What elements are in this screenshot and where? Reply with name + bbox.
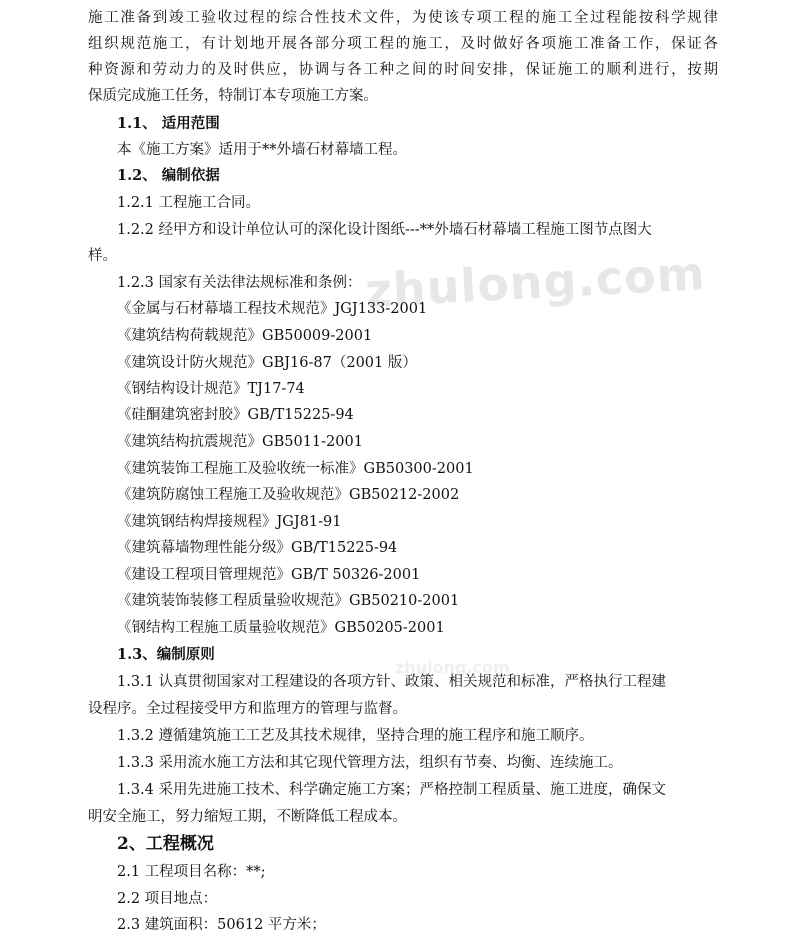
overview-item-1: 2.1 工程项目名称：**; [117,864,266,880]
basis-item-2-line-1: 1.2.2 经甲方和设计单位认可的深化设计图纸---**外墙石材幕墙工程施工图节点图大 [117,222,652,238]
heading-1-1: 1.1、 适用范围 [117,115,220,132]
reference-item: 《金属与石材幕墙工程技术规范》JGJ133-2001 [117,301,428,317]
intro-line-2: 组织规范施工，有计划地开展各部分项工程的施工，及时做好各项施工准备工作，保证各 [88,36,718,52]
principle-item-1-line-1: 1.3.1 认真贯彻国家对工程建设的各项方针、政策、相关规范和标准，严格执行工程建 [117,674,667,690]
principle-item-4-line-1: 1.3.4 采用先进施工技术、科学确定施工方案；严格控制工程质量、施工进度，确保文 [117,782,667,798]
reference-item: 《建筑幕墙物理性能分级》GB/T15225-94 [117,540,398,556]
reference-item: 《硅酮建筑密封胶》GB/T15225-94 [117,407,354,423]
reference-item: 《建筑防腐蚀工程施工及验收规范》GB50212-2002 [117,487,460,503]
intro-line-3: 种资源和劳动力的及时供应，协调与各工种之间的时间安排，保证施工的顺利进行，按期 [88,62,718,78]
reference-item: 《钢结构设计规范》TJ17-74 [117,381,305,397]
reference-item: 《建筑结构抗震规范》GB5011-2001 [117,434,363,450]
reference-item: 《建筑钢结构焊接规程》JGJ81-91 [117,514,342,530]
heading-1-2: 1.2、 编制依据 [117,167,220,184]
heading-1-3: 1.3、编制原则 [117,646,215,663]
scope-text: 本《施工方案》适用于**外墙石材幕墙工程。 [117,142,407,158]
heading-2: 2、工程概况 [117,834,214,854]
basis-item-2-line-2: 样。 [88,248,117,264]
reference-item: 《建筑结构荷载规范》GB50009-2001 [117,328,373,344]
reference-item: 《建筑装饰装修工程质量验收规范》GB50210-2001 [117,593,460,609]
principle-item-2: 1.3.2 遵循建筑施工工艺及其技术规律，坚持合理的施工程序和施工顺序。 [117,728,594,744]
reference-item: 《钢结构工程施工质量验收规范》GB50205-2001 [117,620,445,636]
overview-item-2: 2.2 项目地点： [117,891,218,907]
principle-item-4-line-2: 明安全施工，努力缩短工期，不断降低工程成本。 [88,809,407,825]
watermark: zhulong.com [363,246,707,318]
principle-item-3: 1.3.3 采用流水施工方法和其它现代管理方法，组织有节奏、均衡、连续施工。 [117,755,623,771]
reference-item: 《建设工程项目管理规范》GB/T 50326-2001 [117,567,421,583]
basis-item-3: 1.2.3 国家有关法律法规标准和条例： [117,275,362,291]
intro-line-1: 施工准备到竣工验收过程的综合性技术文件，为使该专项工程的施工全过程能按科学规律 [88,10,718,26]
watermark-small: zhulong.com [395,658,510,677]
overview-item-3: 2.3 建筑面积：50612 平方米； [117,917,326,933]
basis-item-1: 1.2.1 工程施工合同。 [117,195,261,211]
reference-item: 《建筑设计防火规范》GBJ16-87（2001 版） [117,355,417,371]
reference-item: 《建筑装饰工程施工及验收统一标准》GB50300-2001 [117,461,474,477]
principle-item-1-line-2: 设程序。全过程接受甲方和监理方的管理与监督。 [88,701,407,717]
intro-line-4: 保质完成施工任务，特制订本专项施工方案。 [88,88,378,104]
